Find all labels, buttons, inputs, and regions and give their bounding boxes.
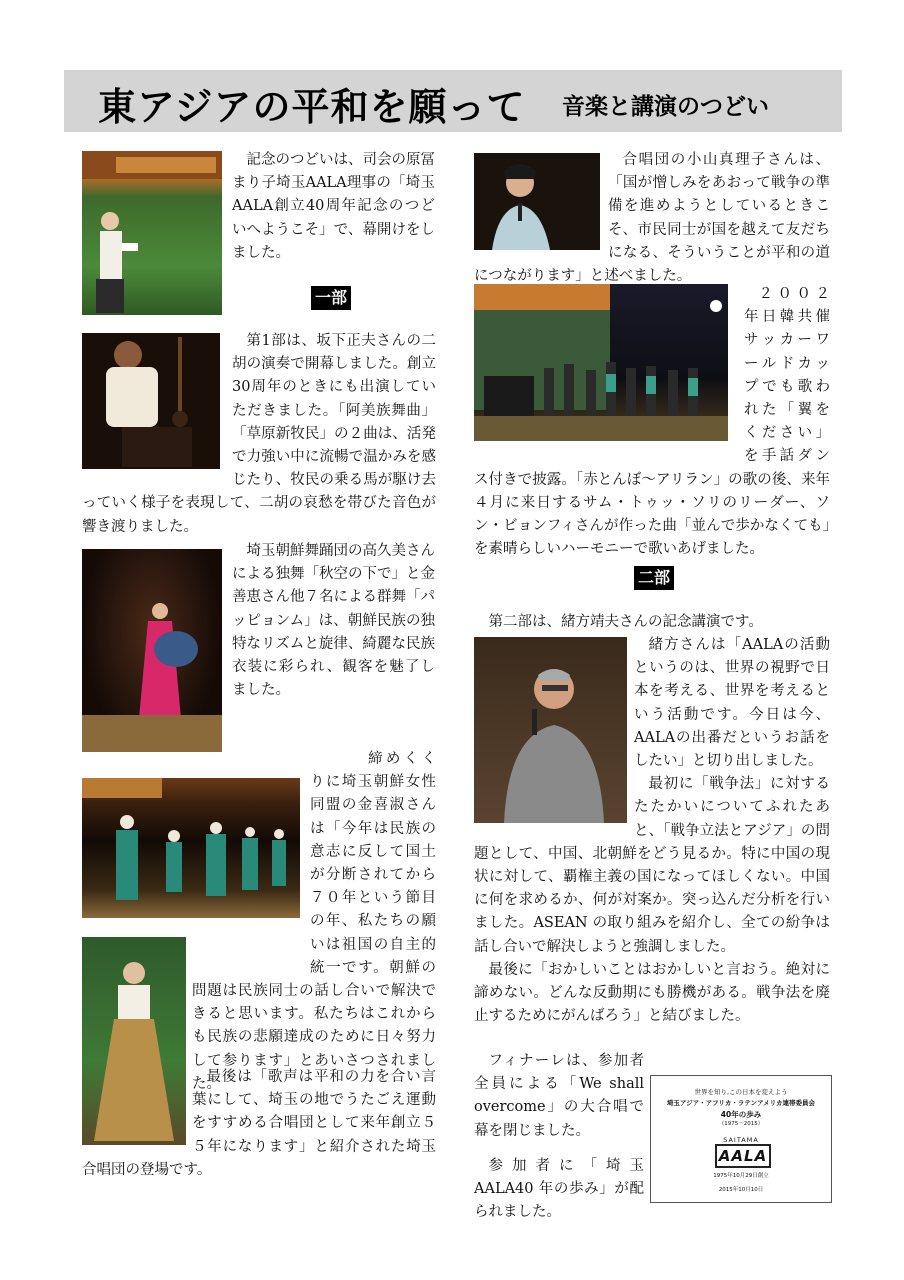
photo-solo-dance (82, 549, 222, 752)
dancer-icon (82, 549, 222, 752)
left-para-korean-union: 締めくくりに埼玉朝鮮女性同盟の金喜淑さんは「今年は民族の意志に反して国土が分断されてから７０年という節目の年、私たちの願いは祖国の自主的統一です。朝鮮の問題は民族同士の話し合いで解決できると思います。私たちはこれからも民族の悲願達成のために日々努力して参ります」とあいさつされました。 (192, 751, 436, 1092)
header-banner (64, 70, 842, 132)
right-para-wings: ２００２年日韓共催サッカーワールドカップでも歌われた「翼をください」を手話ダンス付きで披露。「赤とんぼ〜アリラン」の歌の後、来年４月に来日するサム・トゥッ・ソリのリーダー、ソン・ビョンフィさんが作った曲「並んで歩かなくても」を素晴らしいハーモニーで歌いあげました。 (474, 286, 830, 558)
booklet-line3: 40年の歩み (720, 1110, 762, 1119)
page-subtitle: 音楽と講演のつどい (562, 94, 769, 120)
right-para-choir-speech: 合唱団の小山真理子さんは、「国が憎しみをあおって戦争の準備を進めようとしているときこそ、市民同士が国を越えて友だちになる、そういうことが平和の道につながります」と述べました。 (474, 152, 830, 285)
booklet-line5: 1975年10月29日創立 (713, 1173, 769, 1179)
booklet-line2: 埼玉アジア・アフリカ・ラテンアメリカ連帯委員会 (666, 1099, 816, 1107)
booklet-logo: AALA (715, 1144, 771, 1168)
left-para-choir-intro: 最後は「歌声は平和の力を合い言葉にして、埼玉の地でうたごえ運動をすすめる合唱団として来年創立５５年になります」と紹介された埼玉合唱団の登場です。 (82, 1069, 436, 1178)
booklet-line4: （1975〜2015） (718, 1121, 764, 1127)
page-title: 東アジアの平和を願って (98, 85, 526, 129)
section-heading-part1: 一部 (311, 286, 351, 310)
left-para-intro: 記念のつどいは、司会の原冨まり子埼玉AALA理事の「埼玉AALA創立40周年記念のつどいへようこそ」で、幕開けをしました。 (232, 152, 435, 261)
booklet-line1: 世界を知り,この日本を変えよう (694, 1088, 788, 1096)
right-para-finale: フィナーレは、参加者全員による「We shall overcome」の大合唱で幕を閉じました。 参加者に「埼玉 AALA40 年の歩み」が配られました。 (474, 1053, 644, 1221)
booklet-logo-top: SAITAMA (723, 1136, 759, 1144)
booklet-cover (650, 1075, 832, 1203)
left-para-erhu: 第1部は、坂下正夫さんの二胡の演奏で開幕しました。創立30周年のときにも出演していただきました。「阿美族舞曲」「草原新牧民」の２曲は、活発で力強い中に流暢で温かみを感じたり、牧民の乗る馬が駆け去っていく様子を表現して、二胡の哀愁を帯びた音色が響き渡りました。 (82, 333, 436, 535)
photo-mc-speaking (82, 151, 222, 315)
right-para-lecture: 緒方さんは「AALAの活動というのは、世界の視野で日本を考える、世界を考えるという活動です。今日は今、AALAの出番だというお話をしたい」と切り出しました。 最初に「戦争法」に対するたたかいについてふれたあと、「戦争立法とアジア」の問題として、中国、北朝鮮をどう見るか。特に中国の現状に対して、覇権主義の国になってほしくない。中国に何を求めるか、何が対案か。突っ込んだ分析を行いました。ASEAN の取り組みを紹介し、全ての紛争は話し合いで解決しようと強調しました。 最後に「おかしいことはおかしいと言おう。絶対に諦めない。どんな反動期にも勝機がある。戦争法を廃止するためにがんばろう」と結びました。 (474, 637, 830, 1025)
person-icon (82, 151, 222, 315)
left-para-dance: 埼玉朝鮮舞踊団の高久美さんによる独舞「秋空の下で」と金善恵さん他７名による群舞「パッピョンム」は、朝鮮民族の独特なリズムと旋律、綺麗な民族衣装に彩られ、観客を魅了しました。 (232, 543, 435, 699)
booklet-line6: 2015年10月10日 (718, 1187, 764, 1193)
section-heading-part2: 二部 (634, 566, 674, 590)
right-para-part2-intro: 第二部は、緒方靖夫さんの記念講演です。 (488, 614, 763, 630)
